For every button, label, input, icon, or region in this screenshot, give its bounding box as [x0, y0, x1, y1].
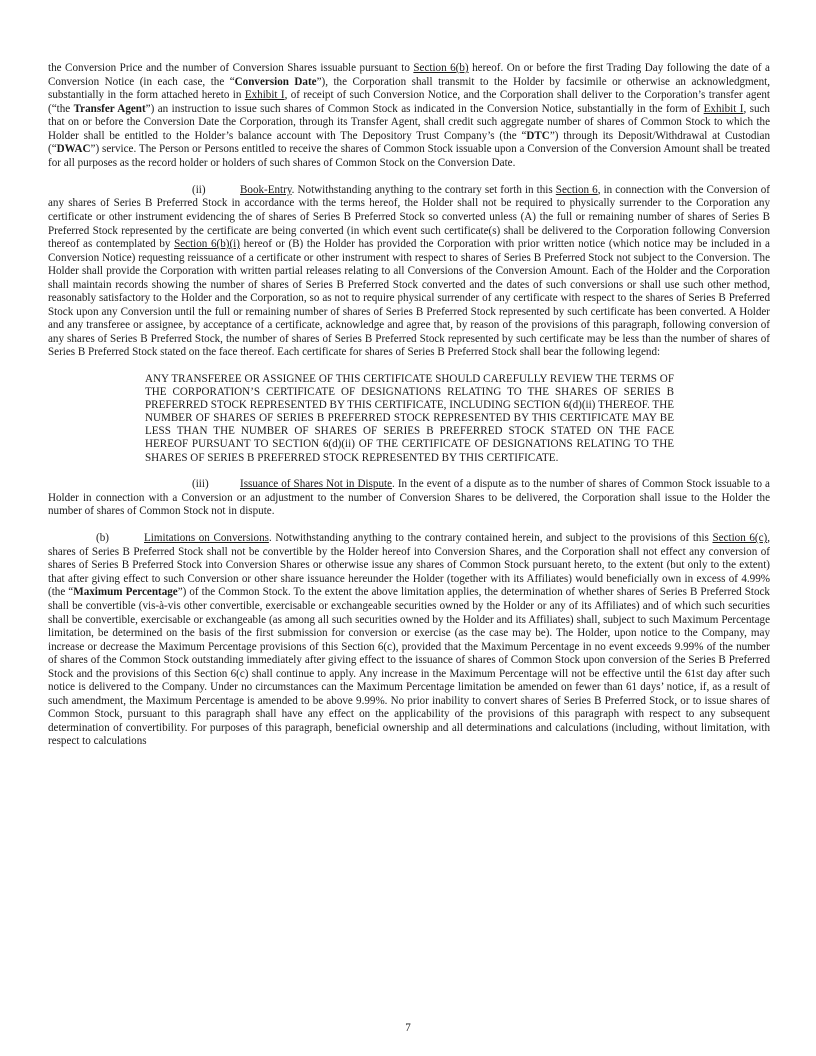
paragraph-conversion-date	[48, 62, 770, 170]
underlined-reference: Exhibit I	[703, 102, 744, 115]
body-text: ”) through its Deposit/Withdrawal at Custodian (“	[48, 129, 770, 156]
section-number: (iii)	[192, 478, 209, 491]
underlined-reference: Section 6(b)	[413, 62, 469, 74]
body-text: the Conversion Price and the number of Conversion Shares issuable pursuant to	[48, 62, 414, 74]
body-text: , in connection with the Conversion of any shares of Series B Preferred Stock in accordance with the terms hereof, the Holder shall not be required to physically surrender to the Corporation any certificate or other instrument evidencing the of shares of Series B Preferred Stock so converted unless (A) the full or remaining number of shares of Series B Preferred Stock represented by the certificate are being converted (in which event such certificate(s) shall be delivered to the Corporation following Conversion thereof as contemplated by	[48, 183, 770, 251]
body-text: ”) an instruction to issue such shares of Common Stock as indicated in the Conversion Notice, substantially in the form of	[145, 102, 704, 115]
body-text: . Notwithstanding anything to the contrary contained herein, and subject to the provisions of this	[268, 532, 713, 545]
underlined-reference: Section 6(b)(i)	[174, 238, 240, 251]
underlined-reference: Section 6(c)	[712, 532, 768, 545]
body-text: ANY TRANSFEREE OR ASSIGNEE OF THIS CERTIFICATE SHOULD CAREFULLY REVIEW THE TERMS OF THE CORPORATION’S CERTIFICATE OF DESIGNATIONS RELATING TO THE SHARES OF SERIES B PREFERRED STOCK REPRESENTED BY THIS CERTIFICATE, INCLUDING SECTION 6(d)(ii) THEREOF. THE NUMBER OF SHARES OF SERIES B PREFERRED STOCK REPRESENTED BY THIS CERTIFICATE MAY BE LESS THAN THE NUMBER OF SHARES OF SERIES B PREFERRED STOCK STATED ON THE FACE HEREOF PURSUANT TO SECTION 6(d)(ii) OF THE CERTIFICATE OF DESIGNATIONS RELATING TO THE SHARES OF SERIES B PREFERRED STOCK REPRESENTED BY THIS CERTIFICATE.	[145, 372, 674, 464]
body-text: , shares of Series B Preferred Stock shall not be convertible by the Holder hereof into Conversion Shares, and the Corporation shall not effect any conversion of shares of Series B Preferred Stock into Conversion Shares or otherwise issue any shares of Common Stock pursuant hereto, to the extent (but only to the extent) that after giving effect to such Conversion or other share issuance hereunder the Holder (together with its Affiliates) would beneficially own in excess of 4.99% (the “	[48, 532, 770, 599]
page-number: 7	[405, 1022, 411, 1034]
body-text: ”) service. The Person or Persons entitled to receive the shares of Common Stock issuable upon a Conversion of the Conversion Amount shall be treated for all purposes as the record holder or holders of such shares of Common Stock on the Conversion Date.	[48, 143, 770, 169]
body-text: hereof or (B) the Holder has provided the Corporation with prior written notice (which notice may be included in a Conversion Notice) requesting reissuance of a certificate or other instrument with respect to shares of Series B Preferred Stock not subject to the Conversion. The Holder shall provide the Corporation with written partial releases relating to all Conversions of the Conversion Amount. Each of the Holder and the Corporation shall maintain records showing the number of shares of Series B Preferred Stock converted and the dates of such conversions or shall use such other method, reasonably satisfactory to the Holder and the Corporation, so as not to require physical surrender of any certificate with respect to the shares of Series B Preferred Stock upon any Conversion until the full or remaining number of shares of Series B Preferred Stock represented by such certificate has been converted. A Holder and any transferee or assignee, by acceptance of a certificate, acknowledge and agree that, by reason of the provisions of this paragraph, following conversion of any shares of Series B Preferred Stock, the number of shares of Series B Preferred Stock represented by such certificate may be less than the number of shares of Series B Preferred Stock stated on the face thereof. Each certificate for shares of Series B Preferred Stock shall bear the following legend:	[48, 238, 770, 359]
underlined-reference: Section 6	[555, 183, 598, 196]
underlined-reference: Issuance of Shares Not in Dispute	[240, 478, 393, 491]
certificate-legend	[145, 373, 674, 465]
paragraph-limitations	[48, 532, 770, 749]
body-text: hereof. On or before the first Trading Day following the date of a Conversion Notice (in each case, the “	[48, 62, 770, 88]
defined-term: DWAC	[56, 143, 91, 156]
section-number: (b)	[96, 532, 109, 545]
underlined-reference: Book-Entry	[240, 183, 292, 196]
underlined-reference: Limitations on Conversions	[144, 532, 269, 545]
defined-term: Transfer Agent	[73, 102, 146, 115]
body-text: . In the event of a dispute as to the number of shares of Common Stock issuable to a Holder in connection with a Conversion or an adjustment to the number of Conversion Shares to be delivered, the Corporation shall issue to the Holder the number of shares of Common Stock not in dispute.	[48, 478, 770, 518]
body-text: ”), the Corporation shall transmit to the Holder by facsimile or otherwise an acknowledgment, substantially in the form attached hereto in	[48, 75, 770, 102]
body-text: . Notwithstanding anything to the contrary set forth in this	[291, 183, 556, 196]
body-text: , such that on or before the Conversion Date the Corporation, through its Transfer Agent, shall credit such aggregate number of shares of Common Stock to which the Holder shall be entitled to the Holder’s balance account with The Depository Trust Company’s (the “	[48, 102, 770, 142]
underlined-reference: Exhibit I	[244, 89, 285, 102]
defined-term: Maximum Percentage	[73, 586, 178, 599]
paragraph-subsection	[48, 184, 770, 360]
body-text: ”) of the Common Stock. To the extent the above limitation applies, the determination of whether shares of Series B Preferred Stock shall be convertible (vis-à-vis other convertible, exercisable or exchangeable securities owned by the Holder or any of its Affiliates) and of which such securities shall be convertible, exercisable or exchangeable (as among all such securities owned by the Holder and its Affiliates) shall, subject to such Maximum Percentage limitation, be determined on the basis of the first submission for conversion or exercise (as the case may be). The Holder, upon notice to the Company, may increase or decrease the Maximum Percentage provisions of this Section 6(c), provided that the Maximum Percentage in no event exceeds 9.99% of the number of shares of the Common Stock outstanding immediately after giving effect to the issuance of shares of Common Stock upon conversion of the Series B Preferred Stock and the provisions of this Section 6(c) shall continue to apply. Any increase in the Maximum Percentage will not be effective until the 61st day after such notice is delivered to the Company. Under no circumstances can the Maximum Percentage limitation be amended on fewer than 61 days’ notice, if, as a result of such amendment, the Maximum Percentage is amended to be above 9.99%. No prior inability to convert shares of Series B Preferred Stock, or to issue shares of Common Stock, pursuant to this paragraph shall have any effect on the applicability of the provisions of this paragraph with respect to any subsequent determination of convertibility. For purposes of this paragraph, beneficial ownership and all determinations and calculations (including, without limitation, with respect to calculations	[48, 586, 770, 748]
paragraph-subsection	[48, 478, 770, 519]
body-text: , of receipt of such Conversion Notice, and the Corporation shall deliver to the Corporation’s transfer agent (“the	[48, 89, 771, 115]
defined-term: Conversion Date	[234, 75, 317, 88]
section-number: (ii)	[192, 183, 206, 196]
document-page	[48, 62, 770, 749]
defined-term: DTC	[526, 129, 550, 142]
